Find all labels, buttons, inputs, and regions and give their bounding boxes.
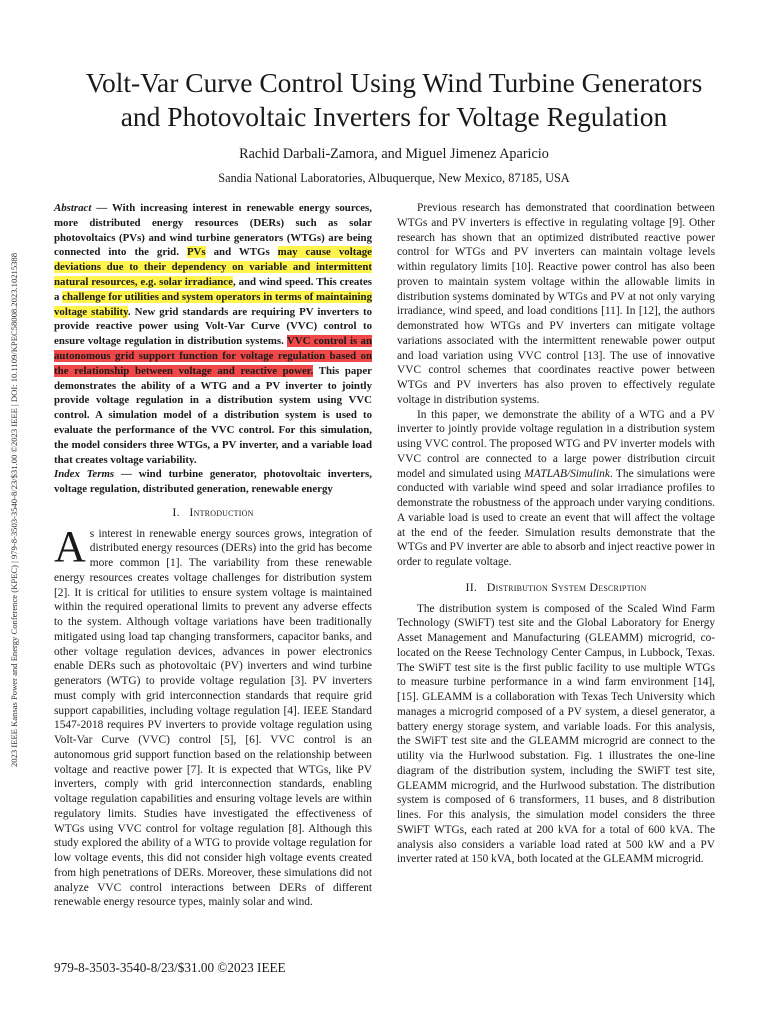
section-number-1: I.: [172, 504, 180, 519]
doi-side-note: [4, 0, 24, 1024]
affiliation: Sandia National Laboratories, Albuquerque, New Mexico, 87185, USA: [218, 171, 570, 185]
related-work-paragraph: Previous research has demonstrated that coordination between WTGs and PV inverters is effective in regulating voltage [9]. Other research has shown that an optimized distributed reactive power control for WTGs and PV inverters can maintain voltage levels within regulatory limits [10]. Reactive power control has also been proven to maintain system voltage within the allowable limits in distribution systems dominated by WTGs and PV at not only varying irradiance, wind speed, and load conditions [11]. In [12], the authors demonstrated how WTGs and PV inverters can mitigate voltage variations associated with the intermittent renewable power output and load variation using VVC control [13]. The use of innovative VVC control schemes that coordinates reactive power between WTGs and PV inverters has also proven to effectively regulate voltage in distribution systems.: [397, 202, 715, 406]
abstract-text-6: This paper demonstrates the ability of a WTG and a PV inverter to jointly provide voltage regulation in a distribution system using VVC control. A simulation model of a distribution system is used to evaluate the performance of the VVC control. For this simulation, the model considers three WTGs, a PV inverter, and a variable load that creates voltage variability.: [54, 364, 372, 466]
highlight-vvc-definition: VVC control is an autonomous grid support function for voltage regulation based on the relationship between voltage and reactive power.: [54, 335, 372, 377]
doi-side-note-text: 2023 IEEE Kansas Power and Energy Conference (KPEC) | 979-8-3503-3540-8/23/$31.00 ©2023 IEEE | DOI: 10.1109/KPEC58008.2023.10215388: [9, 252, 19, 768]
introduction-paragraph: [54, 521, 372, 911]
matlab-simulink: MATLAB/Simulink: [524, 467, 610, 480]
right-column: [397, 201, 715, 867]
contribution-text-1: In this paper, we demonstrate the ability of a WTG and a PV inverter to jointly provide voltage regulation in a distribution system using VVC control. The proposed WTG and PV inverter models with VVC control are connected to a large power distribution circuit model and simulated using: [397, 408, 715, 480]
highlight-pvs: PVs: [186, 246, 206, 259]
abstract-text-3: , and wind speed. This creates a: [54, 275, 372, 303]
highlight-voltage-deviations: may cause voltage deviations due to their dependency on variable and intermittent natural resources, e.g. solar irradiance: [54, 246, 372, 288]
index-terms: [54, 467, 372, 497]
section-heading-distribution: [397, 580, 715, 595]
left-column: [54, 201, 372, 910]
abstract: [54, 201, 372, 467]
section-number-2: II.: [465, 579, 478, 594]
index-terms-text: — wind turbine generator, photovoltaic inverters, voltage regulation, distributed generation, renewable energy: [54, 468, 372, 496]
copyright-footer: 979-8-3503-3540-8/23/$31.00 ©2023 IEEE: [54, 960, 286, 975]
section-title-1: Introduction: [189, 504, 254, 519]
abstract-text-1: — With increasing interest in renewable energy sources, more distributed energy resources (DERs) such as solar photovoltaics (PVs) and wind turbine generators (WTGs) are being connected into the grid.: [54, 202, 372, 259]
authors: Rachid Darbali-Zamora, and Miguel Jimenez Aparicio: [239, 146, 549, 162]
distribution-paragraph: The distribution system is composed of the Scaled Wind Farm Technology (SWiFT) test site and the Global Laboratory for Energy Asset Management and Manufacturing (GLEAMM) microgrid, co-located on the Reese Technology Center Campus, in Lubbock, Texas. The SWiFT test site is the first public facility to use multiple WTGs to measure turbine performance in a wind farm environment [14], [15]. GLEAMM is a collaboration with Texas Tech University which manages a microgrid composed of a PV system, a diesel generator, a battery energy storage system, and variable loads. For this analysis, the SWiFT test site and the GLEAMM microgrid are connect to the utility via the Hurlwood substation. Fig. 1 illustrates the one-line diagram of the distribution system, including the SWiFT test site, GLEAMM microgrid, and the Hurlwood substation. The distribution system is composed of 6 transformers, 11 buses, and 8 distribution lines. For this analysis, the simulation model considers the three SWiFT WTGs, each rated at 200 kVA for a total of 600 kVA. The analysis also considers a variable load rated at 500 kW and a PV inverter rated at 150 kVA, both located at the GLEAMM microgrid.: [397, 602, 715, 866]
title-line-1: Volt-Var Curve Control Using Wind Turbine Generators: [85, 67, 703, 98]
section-heading-introduction: [54, 505, 372, 520]
abstract-label: Abstract: [54, 202, 92, 214]
section-title-2: Distribution System Description: [486, 579, 647, 594]
contribution-paragraph: [397, 408, 715, 570]
abstract-text-2: and WTGs: [205, 246, 278, 259]
highlight-voltage-stability: voltage stability: [54, 305, 128, 318]
contribution-text-2: . The simulations were conducted with variable wind speed and solar irradiance profiles to demonstrate the robustness of the approach under varying conditions. A variable load is used to create an event that will affect the voltage at the end of the feeder. Simulation results demonstrate that the WTGs and PV inverter are able to absorb and inject reactive power in order to regulate voltage.: [397, 467, 715, 568]
paper-title: [30, 66, 758, 134]
title-line-2: and Photovoltaic Inverters for Voltage Regulation: [120, 101, 668, 132]
index-terms-label: Index Terms: [54, 468, 115, 481]
introduction-text: s interest in renewable energy sources grows, integration of distributed energy resources (DERs) into the grid has become more common [1]. The variability from these renewable energy resources creates voltage challenges for distribution system [2]. It is critical for utilities to ensure system voltage is maintained within the required operational limits to prevent any adverse effects to the system. Although voltage variations have been traditionally mitigated using load tap changing transformers, capacitor banks, and other voltage regulation devices, advances in power electronics enable DERs such as photovoltaic (PV) inverters and wind turbine generators (WTG) to provide voltage regulation [3]. PV inverters must comply with grid interconnection standards that require grid support capabilities, including voltage regulation [4]. IEEE Standard 1547-2018 requires PV inverters to provide voltage regulation using Volt-Var Curve (VVC) control [5], [6]. VVC control is an autonomous grid support function based on the relationship between voltage and reactive power [7]. It is expected that WTGs, like PV inverters, comply with grid interconnection standards, enabling voltage regulation capabilities and ensuring voltage levels are within regulatory limits. Studies have investigated the effectiveness of WTGs using VVC control for voltage regulation [8]. Although this study explored the ability of a WTG to provide voltage regulation for low voltage events, this did not consider high voltage events created from high penetrations of DERs. Moreover, these simulations did not analyze VVC control interactions between DERs of different renewable energy resource types, mainly solar and wind.: [54, 527, 372, 909]
abstract-text-5: . New grid standards are requiring PV inverters to provide reactive power using Volt-Var Curve (VVC) control to ensure voltage regulation in distribution systems.: [54, 305, 372, 348]
highlight-challenge: challenge for utilities and system operators in terms of maintaining: [62, 290, 372, 303]
drop-cap: A: [54, 521, 86, 571]
